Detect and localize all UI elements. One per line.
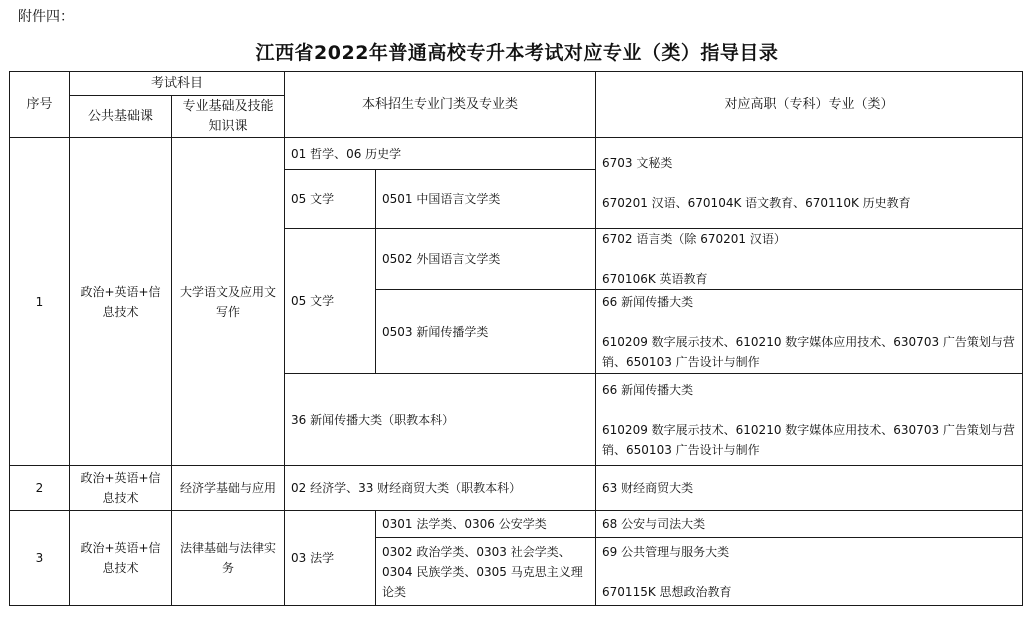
row2-public-course: 政治+英语+信息技术 bbox=[70, 466, 172, 511]
row2-seq: 2 bbox=[10, 466, 70, 511]
row1-voc-ab-line1: 6703 文秘类 bbox=[602, 156, 673, 170]
attachment-label: 附件四： bbox=[18, 9, 74, 25]
row2-category-economics: 02 经济学、33 财经商贸大类（职教本科） bbox=[285, 466, 596, 511]
row1-voc-d-line1: 66 新闻传播大类 bbox=[602, 294, 694, 309]
row1-voc-c-line2: 670106K 英语教育 bbox=[602, 272, 708, 286]
row1-public-course: 政治+英语+信息技术 bbox=[70, 138, 172, 466]
row3-professional-course: 法律基础与法律实务 bbox=[172, 511, 285, 606]
row3-class-politics-sociology: 0302 政治学类、0303 社会学类、0304 民族学类、0305 马克思主义理论类 bbox=[376, 538, 596, 606]
row1-category-journalism-vocational: 36 新闻传播大类（职教本科） bbox=[285, 374, 596, 466]
row1-vocational-d bbox=[596, 290, 1023, 374]
row3-vocational-2 bbox=[596, 538, 1023, 606]
document-title: 江西省2022年普通高校专升本考试对应专业（类）指导目录 bbox=[255, 42, 779, 64]
row1-class-foreign: 0502 外国语言文学类 bbox=[376, 229, 596, 290]
header-public-basic: 公共基础课 bbox=[70, 96, 172, 138]
header-seq: 序号 bbox=[10, 72, 70, 138]
row2-professional-course: 经济学基础与应用 bbox=[172, 466, 285, 511]
row1-vocational-e bbox=[596, 374, 1023, 466]
header-undergrad-majors: 本科招生专业门类及专业类 bbox=[285, 72, 596, 138]
row3-seq: 3 bbox=[10, 511, 70, 606]
row1-category-literature-b: 05 文学 bbox=[285, 170, 376, 229]
row1-category-literature-cd: 05 文学 bbox=[285, 229, 376, 374]
row2-vocational: 63 财经商贸大类 bbox=[596, 466, 1023, 511]
row1-voc-ab-line2: 670201 汉语、670104K 语文教育、670110K 历史教育 bbox=[602, 196, 911, 210]
row1-voc-e-line1: 66 新闻传播大类 bbox=[602, 382, 694, 397]
row1-voc-d-line2: 610209 数字展示技术、610210 数字媒体应用技术、630703 广告策划与营销、650103 广告设计与制作 bbox=[602, 334, 1015, 369]
header-vocational-majors: 对应高职（专科）专业（类） bbox=[596, 72, 1023, 138]
row1-voc-c-line1: 6702 语言类（除 670201 汉语） bbox=[602, 232, 786, 246]
header-exam-subjects: 考试科目 bbox=[70, 72, 285, 96]
row3-voc-2-line1: 69 公共管理与服务大类 bbox=[602, 544, 730, 559]
row3-voc-2-line2: 670115K 思想政治教育 bbox=[602, 584, 732, 599]
row1-vocational-ab bbox=[596, 138, 1023, 229]
row1-professional-course: 大学语文及应用文写作 bbox=[172, 138, 285, 466]
row3-vocational-1: 68 公安与司法大类 bbox=[596, 511, 1023, 538]
row1-class-journalism: 0503 新闻传播学类 bbox=[376, 290, 596, 374]
header-professional-basic: 专业基础及技能知识课 bbox=[172, 96, 285, 138]
row1-seq: 1 bbox=[10, 138, 70, 466]
row3-class-law-police: 0301 法学类、0306 公安学类 bbox=[376, 511, 596, 538]
row3-category-law: 03 法学 bbox=[285, 511, 376, 606]
row1-voc-e-line2: 610209 数字展示技术、610210 数字媒体应用技术、630703 广告策划与营销、650103 广告设计与制作 bbox=[602, 422, 1015, 457]
row1-class-chinese: 0501 中国语言文学类 bbox=[376, 170, 596, 229]
row1-category-philosophy-history: 01 哲学、06 历史学 bbox=[285, 138, 596, 170]
row1-vocational-c bbox=[596, 229, 1023, 290]
row3-public-course: 政治+英语+信息技术 bbox=[70, 511, 172, 606]
directory-table bbox=[9, 71, 1023, 606]
